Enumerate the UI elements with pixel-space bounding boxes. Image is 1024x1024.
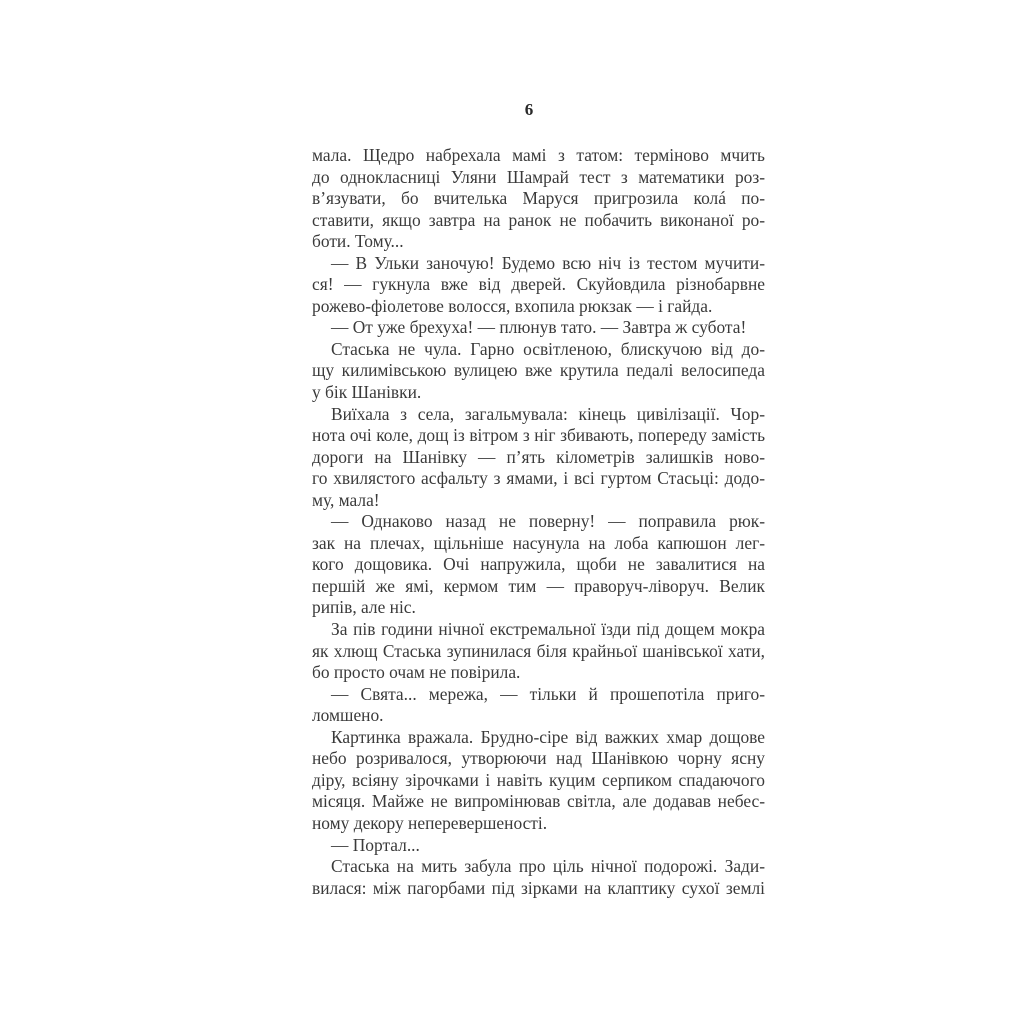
text-line: як хлющ Стаська зупинилася біля крайньої шанівської хати, xyxy=(312,640,765,661)
text-line: в’язувати, бо вчителька Маруся пригрозила колá по- xyxy=(312,188,765,209)
text-line: — Портал... xyxy=(331,834,420,855)
text-line: у бік Шанівки. xyxy=(312,382,422,403)
text-line: — От уже брехуха! — плюнув тато. — Завтра ж субота! xyxy=(331,317,747,338)
text-line: Виїхала з села, загальмувала: кінець цивілізації. Чор- xyxy=(331,403,765,424)
text-line: до однокласниці Уляни Шамрай тест з математики роз- xyxy=(312,166,765,187)
text-line: — Свята... мережа, — тільки й прошепотіла приго- xyxy=(331,683,765,704)
text-line: бо просто очам не повірила. xyxy=(312,662,521,683)
text-line: кого дощовика. Очі напружила, щоби не завалитися на xyxy=(312,554,765,575)
text-line: ставити, якщо завтра на ранок не побачить виконаної ро- xyxy=(312,209,765,230)
text-line: — В Ульки заночую! Будемо всю ніч із тестом мучити- xyxy=(331,252,765,273)
page-number: 6 xyxy=(524,100,534,119)
text-line: рипів, але ніс. xyxy=(312,597,416,618)
text-line: діру, всіяну зірочками і навіть куцим серпиком спадаючого xyxy=(312,769,765,790)
text-line: ному декору неперевершеності. xyxy=(312,812,548,833)
text-line: щу килимівською вулицею вже крутила педалі велосипеда xyxy=(312,360,765,381)
text-line: мала. Щедро набрехала мамі з татом: терміново мчить xyxy=(312,145,765,165)
text-line: го хвилястого асфальту з ямами, і всі гуртом Стасьці: додо- xyxy=(312,468,765,489)
text-line: боти. Тому... xyxy=(312,231,404,252)
text-line: вилася: між пагорбами під зірками на клаптику сухої землі xyxy=(312,877,765,898)
text-line: рожево-фіолетове волосся, вхопила рюкзак — і гайда. xyxy=(312,295,713,316)
text-line: Стаська на мить забула про ціль нічної подорожі. Зади- xyxy=(331,856,765,877)
text-line: ломшено. xyxy=(312,705,384,726)
text-line: першій же ямі, кермом тим — праворуч-ліворуч. Велик xyxy=(312,575,765,596)
text-line: му, мала! xyxy=(312,489,380,510)
text-line: місяця. Майже не випромінював світла, але додавав небес- xyxy=(312,791,765,812)
body-text xyxy=(312,145,765,899)
text-line: — Однаково назад не поверну! — поправила рюк- xyxy=(331,511,765,532)
text-line: дороги на Шанівку — п’ять кілометрів залишків ново- xyxy=(312,446,765,467)
text-line: За пів години нічної екстремальної їзди під дощем мокра xyxy=(331,619,765,640)
text-line: Картинка вражала. Брудно-сіре від важких хмар дощове xyxy=(331,726,765,747)
text-line: нота очі коле, дощ із вітром з ніг збивають, попереду замість xyxy=(312,425,765,446)
text-line: небо розривалося, утворюючи над Шанівкою чорну ясну xyxy=(312,748,765,769)
text-line: ся! — гукнула вже від дверей. Скуйовдила різнобарвне xyxy=(312,274,765,295)
text-line: зак на плечах, щільніше насунула на лоба капюшон лег- xyxy=(312,532,765,553)
text-line: Стаська не чула. Гарно освітленою, блискучою від до- xyxy=(331,338,765,359)
